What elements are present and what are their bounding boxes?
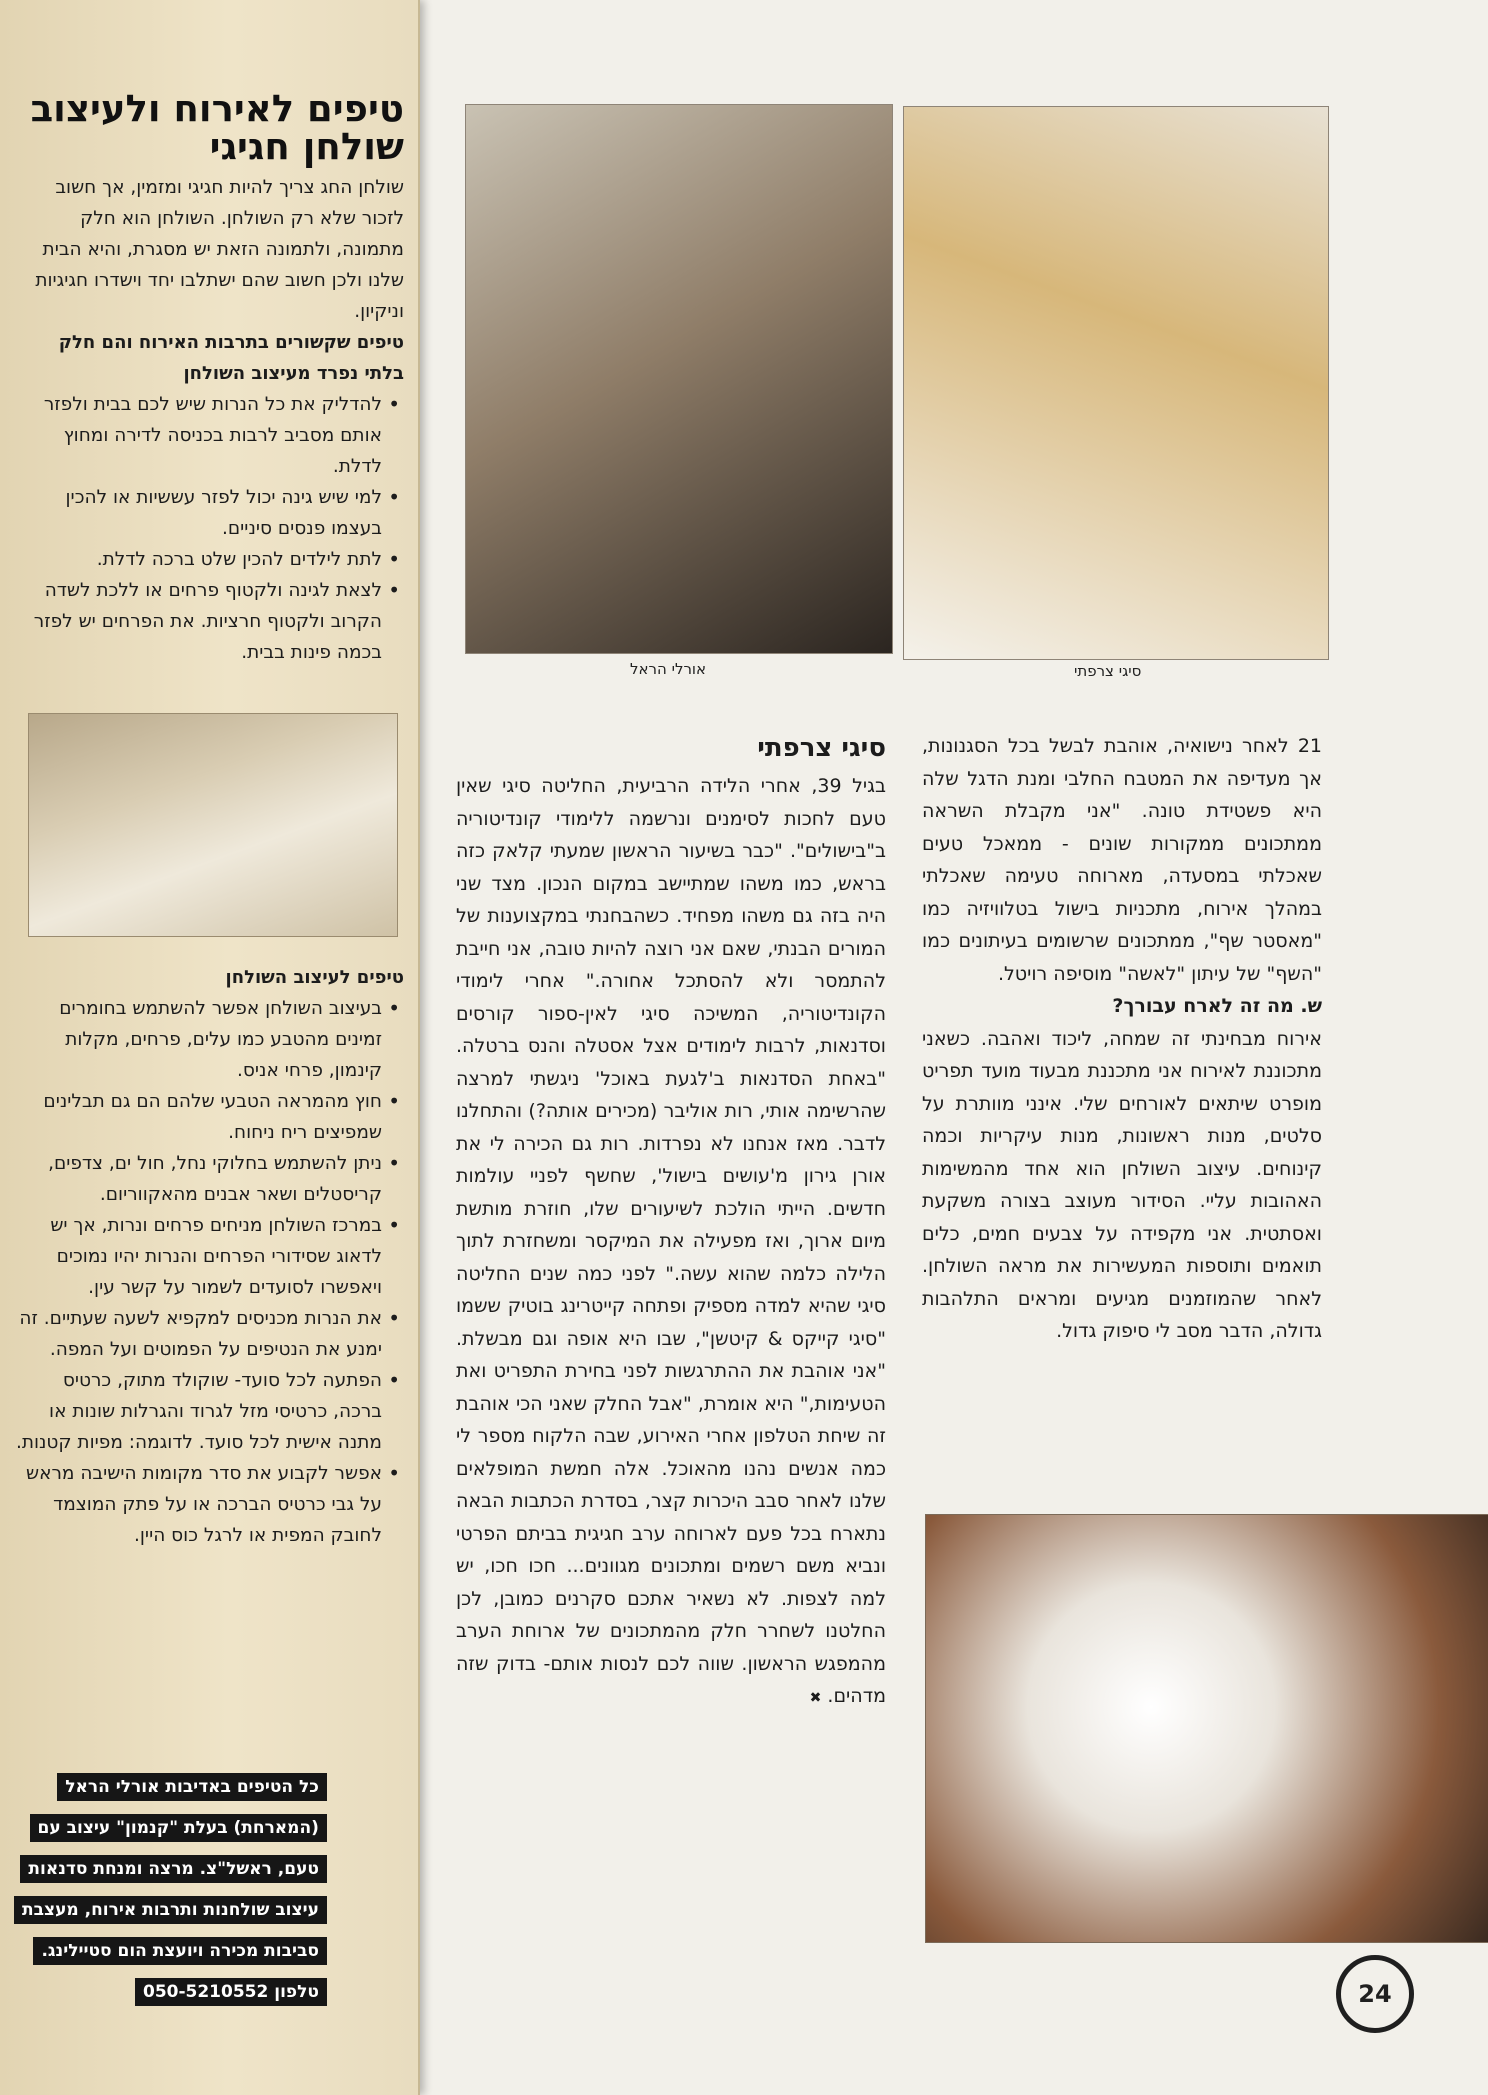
hosting-tips-list <box>14 389 404 668</box>
orly-harel-photo <box>465 104 893 654</box>
list-item: • במרכז השולחן מניחים פרחים ונרות, אך יש לדאוג שסידורי הפרחים והנרות יהיו נמוכים ויאפשרו לסועדים לשמור על קשר עין. <box>14 1210 404 1303</box>
credit-phone: טלפון 050-5210552 <box>135 1978 327 2006</box>
article-paragraph: 21 לאחר נישואיה, אוהבת לבשל בכל הסגנונות, אך מעדיפה את המטבח החלבי ומנת הדגל שלה היא פשטידת טונה. "אני מקבלת השראה ממתכונים ממקורות שונים - ממאכל טעים שאכלתי במסעדה, מארוחה טעימה שאכלתי במהלך אירוח, מתכניות בישול בטלוויזיה כמו "מאסטר שף", ממתכונים שרשומים בעיתונים כמו "השף" של עיתון "לאשה" מוסיפה רויטל. <box>922 735 1322 985</box>
orly-photo-caption: אורלי הראל <box>630 660 707 678</box>
credit-line: עיצוב שולחנות ותרבות אירוח, מעצבת <box>14 1896 327 1924</box>
list-item: • את הנרות מכניסים למקפיא לשעה שעתיים. זה ימנע את הנטיפים על הפמוטים ועל המפה. <box>14 1303 404 1365</box>
dessert-cups-photo <box>925 1514 1488 1943</box>
article-body: בגיל 39, אחרי הלידה הרביעית, החליטה סיגי שאין טעם לחכות לסימנים ונרשמה ללימודי קונדיטוריה ב"בישולים". "כבר בשיעור הראשון שמעתי קלאק כזה בראש, כמו משהו שמתיישב במקום הנכון. מצד שני היה בזה גם משהו מפחיד. כשהבחנתי במקצוענות של המורים הבנתי, שאם אני רוצה להיות טובה, אני חייבת להתמסר ולא להסתכל אחורה." אחרי לימודי הקונדיטוריה, המשיכה סיגי לאין-ספור קורסים וסדנאות, לרבות לימודים אצל אסטלה והנס ברטלה. "באחת הסדנאות ב'לגעת באוכל' ניגשתי למרצה שהרשימה אותי, רות אוליבר (מכירים אותה?) והתחלנו לדבר. מאז אנחנו לא נפרדות. רות גם הכירה לי את אורן גירון מ'עושים בישול', שחשף לפניי עולמות חדשים. הייתי הולכת לשיעורים שלו, חוזרת מותשת מיום ארוך, ואז מפעילה את המיקסר ומשחזרת לתוך הלילה כלמה שהוא עשה." לפני כמה שנים החליטה סיגי שהיא למדה מספיק ופתחה קייטרינג בוטיק ששמו "סיגי קייקס & קיטשן", שבו היא אופה וגם מבשלת. "אני אוהבת את ההתרגשות לפני בחירת התפריט ואת הטעימות," היא אומרת, "אבל החלק שאני הכי אוהבת זה שיחת הטלפון אחרי האירוע, שבה הלקוח מספר לי כמה אנשים נהנו מהאוכל. אלה חמשת המופלאים שלנו לאחר סבב היכרות קצר, בסדרת הכתבות הבאה נתארח בכל פעם לארוחה ערב חגיגית בביתם הפרטי ונביא משם רשמים ומתכונים מגוונים... חכו חכו, יש למה לצפות. לא נשאיר אתכם סקרנים כמובן, לכן החלטנו לשחרר חלק מהמתכונים של ארוחת הערב מהמפגש הראשון. שווה לכם לנסות אותם- בדוק שזה מדהים. <box>456 775 886 1707</box>
sidebar-title: טיפים לאירוח ולעיצוב שולחן חגיגי <box>30 87 404 168</box>
article-paragraph <box>456 770 886 1715</box>
interview-answer: אירוח מבחינתי זה שמחה, ליכוד ואהבה. כשאני מתכוננת לאירוח אני מתכננת מבעוד מועד תפריט מופרט שיתאים לאורחים שלי. אינני מוותרת על סלטים, מנות ראשונות, מנות עיקריות וכמה קינוחים. עיצוב השולחן הוא אחד מהמשימות האהובות עליי. הסידור מעוצב בצורה משקעת ואסתטית. אני מקפידה על צבעים חמים, כלים תואמים ותוספות המעשירות את מראה השולחן. לאחר שהמוזמנים מגיעים ומראים התלהבות גדולה, הדבר מסב לי סיפוק גדול. <box>922 1027 1322 1342</box>
section-title: סיגי צרפתי <box>757 733 886 763</box>
table-tips-section <box>14 962 404 1551</box>
page-number-badge: 24 <box>1336 1955 1414 2033</box>
article-right-column <box>922 730 1322 1348</box>
hosting-tips-heading: טיפים שקשורים בתרבות האירוח והם חלק בלתי נפרד מעיצוב השולחן <box>58 332 404 384</box>
list-item: • הפתעה לכל סועד- שוקולד מתוק, כרטיס ברכה, כרטיסי מזל לגרוד והגרלות שונות או מתנה אישית לכל סועד. לדוגמה: מפיות קטנות. <box>14 1365 404 1458</box>
interview-question: ש. מה זה לארח עבורך? <box>1112 995 1322 1017</box>
table-tips-list <box>14 993 404 1551</box>
list-item: • לתת לילדים להכין שלט ברכה לדלת. <box>14 544 404 575</box>
table-tips-heading: טיפים לעיצוב השולחן <box>225 967 404 988</box>
sidebar-intro: שולחן החג צריך להיות חגיגי ומזמין, אך חשוב לזכור שלא רק השולחן. השולחן הוא חלק מתמונה, ולתמונה הזאת יש מסגרת, והיא הבית שלנו ולכן חשוב שהם ישתלבו יחד וישדרו חגיגיות וניקיון. <box>35 177 404 322</box>
sigi-tzarfati-photo <box>903 106 1329 660</box>
end-mark-icon: ✖ <box>809 1690 822 1706</box>
tips-sidebar <box>0 0 420 2095</box>
list-item: • להדליק את כל הנרות שיש לכם בבית ולפזר אותם מסביב לרבות בכניסה לדירה ומחוץ לדלת. <box>14 389 404 482</box>
list-item: • לצאת לגינה ולקטוף פרחים או ללכת לשדה הקרוב ולקטוף חרציות. את הפרחים יש לפזר בכמה פינות בבית. <box>14 575 404 668</box>
credit-line: סביבות מכירה ויועצת הום סטיילינג. <box>33 1937 327 1965</box>
credit-line: טעם, ראשל"צ. מרצה ומנחת סדנאות <box>20 1855 327 1883</box>
credit-line: (המארחת) בעלת "קנמון" עיצוב עם <box>30 1814 327 1842</box>
list-item: • ניתן להשתמש בחלוקי נחל, חול ים, צדפים, קריסטלים ושאר אבנים מהאקווריום. <box>14 1148 404 1210</box>
tips-sidebar-content <box>14 87 404 668</box>
article-middle-column <box>456 730 886 1715</box>
credit-box <box>14 1773 327 2019</box>
credit-line: כל הטיפים באדיבות אורלי הראל <box>57 1773 327 1801</box>
table-setting-photo <box>28 713 398 937</box>
list-item: • בעיצוב השולחן אפשר להשתמש בחומרים זמינים מהטבע כמו עלים, פרחים, מקלות קינמון, פרחי אניס. <box>14 993 404 1086</box>
sigi-photo-caption: סיגי צרפתי <box>1074 662 1142 680</box>
list-item: • למי שיש גינה יכול לפזר עששיות או להכין בעצמו פנסים סיניים. <box>14 482 404 544</box>
list-item: • חוץ מהמראה הטבעי שלהם הם גם תבלינים שמפיצים ריח ניחוח. <box>14 1086 404 1148</box>
list-item: • אפשר לקבוע את סדר מקומות הישיבה מראש על גבי כרטיס הברכה או על פתק המוצמד לחובק המפית או לרגל כוס היין. <box>14 1458 404 1551</box>
